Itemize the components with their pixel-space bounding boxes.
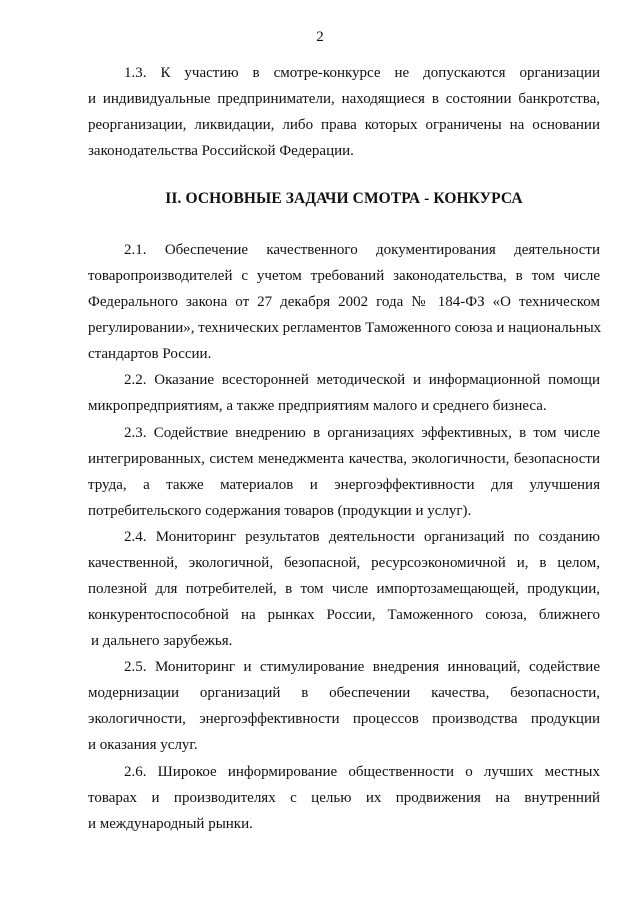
paragraph-2-3-line-2: интегрированных, систем менеджмента качества, экологичности, безопасности [88,451,600,467]
paragraph-2-2-line-2: микропредприятиям, а также предприятиям малого и среднего бизнеса. [88,398,547,414]
paragraph-2-1-line-4: регулировании», технических регламентов Таможенного союза и национальных [88,320,602,336]
paragraph-2-1-line-1: 2.1. Обеспечение качественного документирования деятельности [124,242,600,258]
paragraph-2-6-line-2: товарах и производителях с целью их продвижения на внутренний [88,790,600,806]
section-heading: II. ОСНОВНЫЕ ЗАДАЧИ СМОТРА - КОНКУРСА [165,190,523,207]
paragraph-2-4-line-4: конкурентоспособной на рынках России, Таможенного союза, ближнего [88,607,600,623]
paragraph-2-6-line-3: и международный рынки. [88,816,253,832]
paragraph-2-4-line-2: качественной, экологичной, безопасной, ресурсоэкономичной и, в целом, [88,555,600,571]
paragraph-2-3-line-1: 2.3. Содействие внедрению в организациях эффективных, в том числе [124,425,600,441]
paragraph-1-3-line-4: законодательства Российской Федерации. [88,143,354,159]
paragraph-1-3-line-1: 1.3. К участию в смотре-конкурсе не допускаются организации [124,65,600,81]
paragraph-1-3-line-2: и индивидуальные предприниматели, находящиеся в состоянии банкротства, [88,91,600,107]
paragraph-2-6-line-1: 2.6. Широкое информирование общественности о лучших местных [124,764,600,780]
paragraph-2-1-line-3: Федерального закона от 27 декабря 2002 года № 184-ФЗ «О техническом [88,294,600,310]
paragraph-2-4-line-5: и дальнего зарубежья. [91,633,233,649]
paragraph-2-3-line-4: потребительского содержания товаров (продукции и услуг). [88,503,472,519]
paragraph-2-3-line-3: труда, а также материалов и энергоэффективности для улучшения [88,477,600,493]
paragraph-2-5-line-2: модернизации организаций в обеспечении качества, безопасности, [88,685,600,701]
paragraph-2-5-line-1: 2.5. Мониторинг и стимулирование внедрения инноваций, содействие [124,659,600,675]
paragraph-2-4-line-1: 2.4. Мониторинг результатов деятельности организаций по созданию [124,529,600,545]
paragraph-2-1-line-2: товаропроизводителей с учетом требований законодательства, в том числе [88,268,600,284]
paragraph-2-4-line-3: полезной для потребителей, в том числе импортозамещающей, продукции, [88,581,600,597]
page-number: 2 [316,29,324,45]
paragraph-2-1-line-5: стандартов России. [88,346,212,362]
paragraph-1-3-line-3: реорганизации, ликвидации, либо права которых ограничены на основании [88,117,600,133]
paragraph-2-5-line-4: и оказания услуг. [88,737,198,753]
paragraph-2-5-line-3: экологичности, энергоэффективности процессов производства продукции [88,711,600,727]
paragraph-2-2-line-1: 2.2. Оказание всесторонней методической и информационной помощи [124,372,600,388]
